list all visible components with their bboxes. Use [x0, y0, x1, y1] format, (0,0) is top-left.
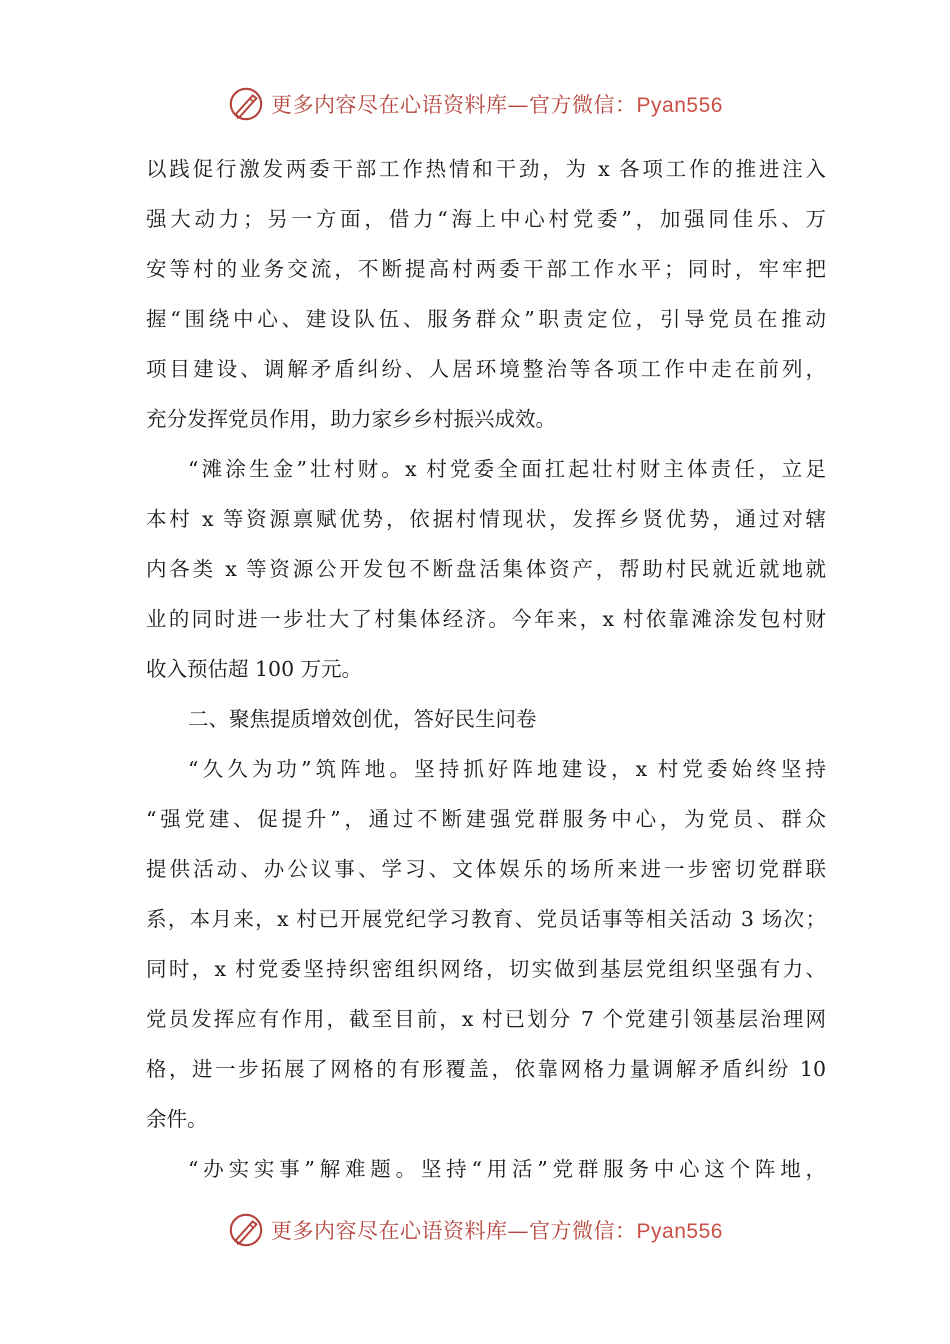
pen-logo-icon	[227, 1211, 265, 1249]
body-line: 业的同时进一步壮大了村集体经济。今年来，x 村依靠滩涂发包村财	[146, 607, 826, 631]
body-line: 格，进一步拓展了网格的有形覆盖，依靠网格力量调解矛盾纠纷 10	[146, 1057, 826, 1081]
body-line: 余件。	[146, 1107, 208, 1131]
body-line: 党员发挥应有作用，截至目前，x 村已划分 7 个党建引领基层治理网	[146, 1007, 826, 1031]
body-line: 同时，x 村党委坚持织密组织网络，切实做到基层党组织坚强有力、	[146, 957, 826, 981]
body-line: 本村 x 等资源禀赋优势，依据村情现状，发挥乡贤优势，通过对辖	[146, 507, 826, 531]
header-banner-account: Pyan556	[636, 94, 723, 117]
body-line: “强党建、促提升”，通过不断建强党群服务中心，为党员、群众	[146, 807, 826, 831]
section-heading: 二、聚焦提质增效创优，答好民生问卷	[188, 707, 537, 731]
paragraph-start: “滩涂生金”壮村财。x 村党委全面扛起壮村财主体责任，立足	[188, 457, 826, 481]
body-line: 以践促行激发两委干部工作热情和干劲，为 x 各项工作的推进注入	[146, 157, 826, 181]
body-line: 安等村的业务交流，不断提高村两委干部工作水平；同时，牢牢把	[146, 257, 826, 281]
footer-banner-account: Pyan556	[636, 1220, 723, 1243]
paragraph-start: “久久为功”筑阵地。坚持抓好阵地建设，x 村党委始终坚持	[188, 757, 826, 781]
pen-logo-icon	[227, 85, 265, 123]
body-line: 系，本月来，x 村已开展党纪学习教育、党员话事等相关活动 3 场次；	[146, 907, 826, 931]
footer-banner-text: 更多内容尽在心语资料库—官方微信：Pyan556	[271, 1219, 723, 1243]
body-line: 收入预估超 100 万元。	[146, 657, 363, 681]
body-line: 项目建设、调解矛盾纠纷、人居环境整治等各项工作中走在前列，	[146, 357, 826, 381]
footer-banner	[0, 1210, 950, 1250]
body-line: 提供活动、办公议事、学习、文体娱乐的场所来进一步密切党群联	[146, 857, 826, 881]
body-line: 握“围绕中心、建设队伍、服务群众”职责定位，引导党员在推动	[146, 307, 826, 331]
header-banner-text: 更多内容尽在心语资料库—官方微信：Pyan556	[271, 93, 723, 117]
body-line: 内各类 x 等资源公开发包不断盘活集体资产，帮助村民就近就地就	[146, 557, 826, 581]
document-body	[146, 144, 826, 1194]
paragraph-start: “办实实事”解难题。坚持“用活”党群服务中心这个阵地，	[188, 1157, 826, 1181]
body-line: 充分发挥党员作用，助力家乡乡村振兴成效。	[146, 407, 556, 431]
header-banner	[0, 84, 950, 124]
body-line: 强大动力；另一方面，借力“海上中心村党委”，加强同佳乐、万	[146, 207, 826, 231]
